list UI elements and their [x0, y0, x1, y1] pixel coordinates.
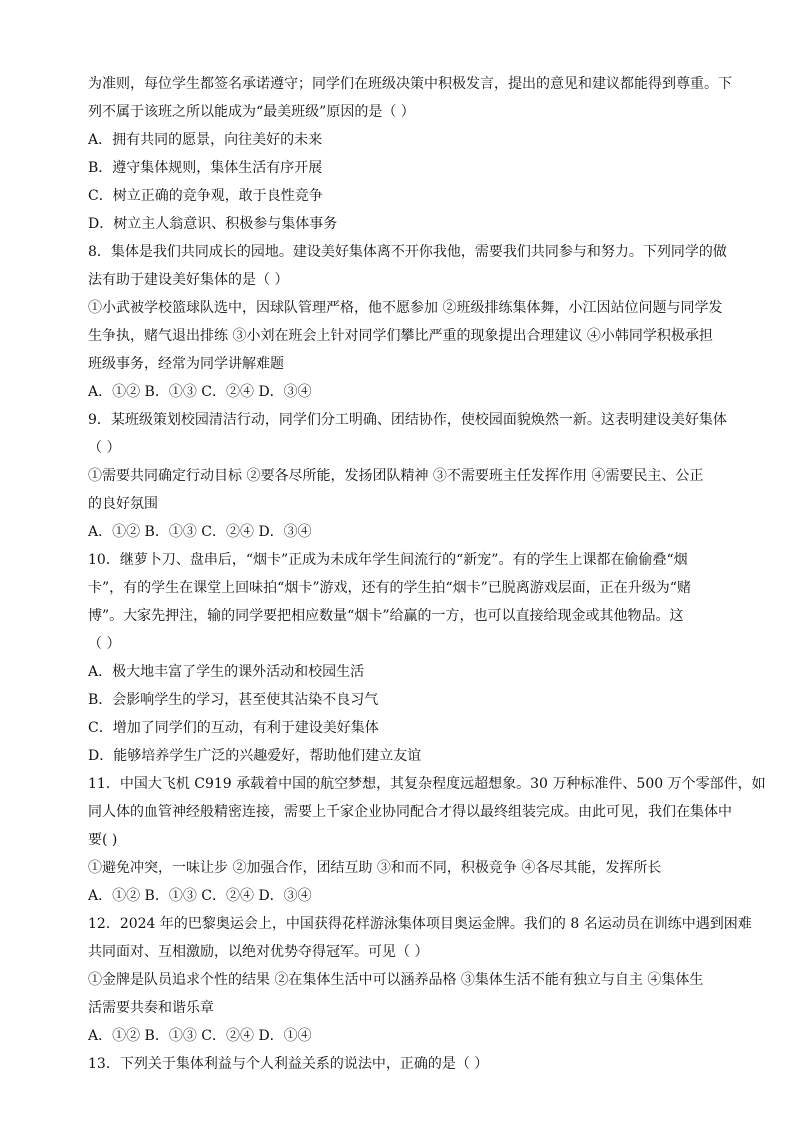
option-line: A．拥有共同的愿景，向往美好的未来	[88, 132, 323, 148]
statement-line: 活需要共奏和谐乐章	[88, 1000, 214, 1016]
question-9: 9．某班级策划校园清洁行动，同学们分工明确、团结协作，使校园面貌焕然一新。这表明建设美好集体	[88, 412, 727, 428]
statement-line: 的良好氛围	[88, 496, 158, 512]
option-line: D．树立主人翁意识、积极参与集体事务	[88, 216, 338, 232]
text-line: 共同面对、互相激励，以绝对优势夺得冠军。可见（ ）	[88, 944, 429, 960]
text-line: 为准则，每位学生都签名承诺遵守；同学们在班级决策中积极发言，提出的意见和建议都能得到尊重。下	[88, 76, 732, 92]
question-10: 10．继萝卜刀、盘串后，“烟卡”正成为未成年学生间流行的“新宠”。有的学生上课都在偷偷叠“烟	[88, 552, 688, 568]
text-line: 要( )	[88, 832, 118, 848]
statement-line: 班级事务，经常为同学讲解难题	[88, 356, 284, 372]
document-page	[88, 70, 766, 1078]
question-11: 11．中国大飞机 C919 承载着中国的航空梦想，其复杂程度远超想象。30 万种标准件、500 万个零部件，如	[88, 776, 766, 792]
statement-line: ①小武被学校篮球队选中，因球队管理严格，他不愿参加 ②班级排练集体舞，小江因站位问题与同学发	[88, 300, 723, 316]
question-8: 8．集体是我们共同成长的园地。建设美好集体离不开你我他，需要我们共同参与和努力。下列同学的做	[88, 244, 727, 260]
text-line: （ ）	[88, 440, 121, 456]
statement-line: ①金牌是队员追求个性的结果 ②在集体生活中可以涵养品格 ③集体生活不能有独立与自主 ④集体生	[88, 972, 704, 988]
statement-line: ①避免冲突，一味让步 ②加强合作，团结互助 ③和而不同，积极竞争 ④各尽其能，发挥所长	[88, 860, 662, 876]
statement-line: 生争执，赌气退出排练 ③小刘在班会上针对同学们攀比严重的现象提出合理建议 ④小韩同学积极承担	[88, 328, 713, 344]
option-line: C．增加了同学们的互动，有利于建设美好集体	[88, 720, 379, 736]
text-line: 卡”，有的学生在课堂上回味拍“烟卡”游戏，还有的学生拍“烟卡”已脱离游戏层面，正在升级为“赌	[88, 580, 691, 596]
option-line: D．能够培养学生广泛的兴趣爱好，帮助他们建立友谊	[88, 748, 422, 764]
text-line: 博”。大家先押注，输的同学要把相应数量“烟卡”给赢的一方，也可以直接给现金或其他物品。这	[88, 608, 684, 624]
question-13: 13．下列关于集体利益与个人利益关系的说法中，正确的是（ ）	[88, 1056, 489, 1072]
option-line: C．树立正确的竞争观，敢于良性竞争	[88, 188, 323, 204]
option-line: A．极大地丰富了学生的课外活动和校园生活	[88, 664, 365, 680]
text-line: 同人体的血管神经般精密连接，需要上千家企业协同配合才得以最终组装完成。由此可见，我们在集体中	[88, 804, 732, 820]
question-12: 12．2024 年的巴黎奥运会上，中国获得花样游泳集体项目奥运金牌。我们的 8 名运动员在训练中遇到困难	[88, 916, 752, 932]
answer-options: A．①② B．①③ C．②④ D．①④	[88, 1028, 312, 1044]
statement-line: ①需要共同确定行动目标 ②要各尽所能，发扬团队精神 ③不需要班主任发挥作用 ④需要民主、公正	[88, 468, 704, 484]
text-line: （ ）	[88, 636, 121, 652]
option-line: B．遵守集体规则，集体生活有序开展	[88, 160, 323, 176]
answer-options: A．①② B．①③ C．②④ D．③④	[88, 524, 312, 540]
option-line: B．会影响学生的学习，甚至使其沾染不良习气	[88, 692, 379, 708]
answer-options: A．①② B．①③ C．②④ D．③④	[88, 384, 312, 400]
text-line: 法有助于建设美好集体的是（ ）	[88, 272, 289, 288]
text-line: 列不属于该班之所以能成为“最美班级”原因的是（ ）	[88, 104, 415, 120]
answer-options: A．①② B．①③ C．②④ D．③④	[88, 888, 312, 904]
